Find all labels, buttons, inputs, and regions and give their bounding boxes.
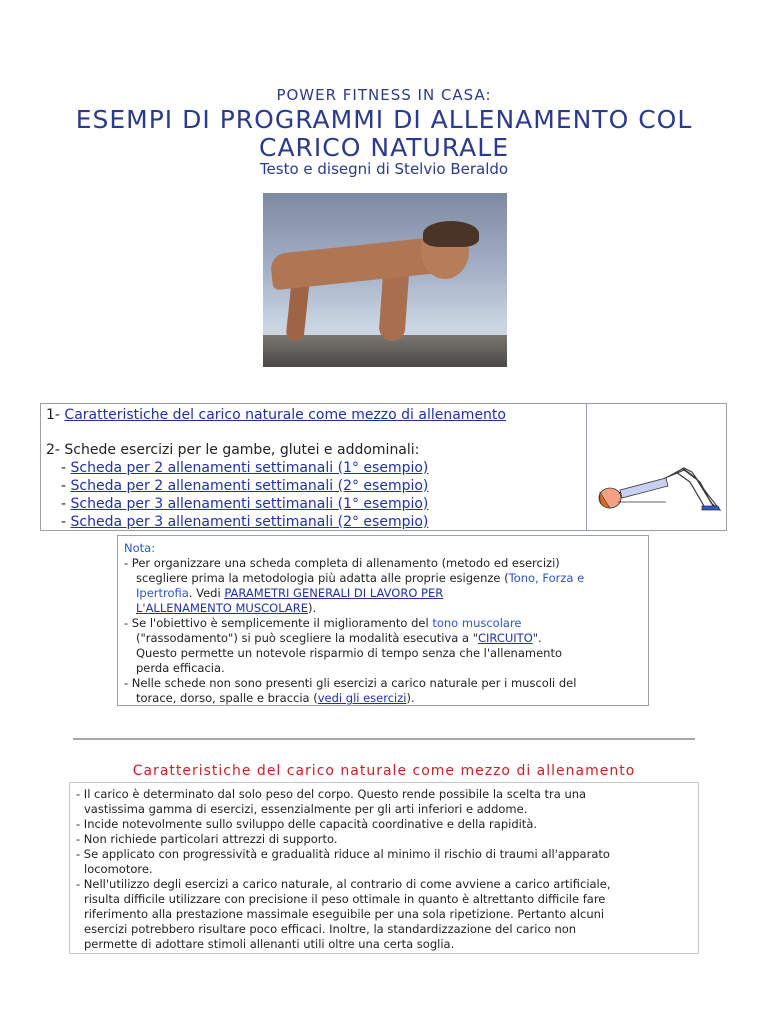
contents-item-1-prefix: 1- [46, 407, 65, 423]
contents-subitem [61, 496, 428, 512]
note-highlight: Tono, Forza e [508, 571, 585, 585]
contents-subitem [61, 478, 428, 494]
pushup-photo [263, 193, 507, 367]
note-line: perda efficacia. [136, 661, 225, 675]
dash: - [61, 460, 71, 476]
note-text: ("rassodamento") si può scegliere la modalità esecutiva a " [136, 631, 478, 645]
glute-bridge-illustration [596, 412, 728, 524]
link-circuito[interactable]: CIRCUITO [478, 631, 533, 645]
contents-box [40, 403, 727, 531]
note-line [136, 571, 584, 585]
horizontal-rule [73, 738, 695, 740]
dash: - [61, 496, 71, 512]
page-title-line-1: ESEMPI DI PROGRAMMI DI ALLENAMENTO COL [75, 105, 693, 134]
dash: - [61, 478, 71, 494]
contents-item-1 [46, 407, 506, 423]
note-line [136, 586, 443, 600]
section-line: - Se applicato con progressività e gradualità riduce al minimo il rischio di traumi all'apparato [76, 847, 610, 861]
note-text: ). [406, 691, 415, 705]
note-line: - Nelle schede non sono presenti gli esercizi a carico naturale per i muscoli del [124, 676, 577, 690]
section-line: permette di adottare stimoli allenanti utili oltre una certa soglia. [84, 937, 455, 951]
page-kicker: POWER FITNESS IN CASA: [276, 86, 492, 104]
section-line: riferimento alla prestazione massimale eseguibile per una sola ripetizione. Pertanto alcuni [84, 907, 605, 921]
section-line: - Incide notevolmente sullo sviluppo delle capacità coordinative e della rapidità. [76, 817, 538, 831]
section-box [69, 782, 699, 954]
note-highlight: Ipertrofia [136, 586, 189, 600]
note-line [124, 616, 522, 630]
note-text: ". [532, 631, 542, 645]
page-title-line-2: CARICO NATURALE [259, 133, 509, 162]
contents-item-2-heading: 2- Schede esercizi per le gambe, glutei e addominali: [46, 442, 420, 458]
section-line: - Nell'utilizzo degli esercizi a carico naturale, al contrario di come avviene a carico artificiale, [76, 877, 611, 891]
section-title: Caratteristiche del carico naturale come mezzo di allenamento [132, 763, 636, 779]
note-highlight: tono muscolare [432, 616, 522, 630]
contents-subitem [61, 514, 428, 530]
link-scheda-3-1[interactable]: Scheda per 3 allenamenti settimanali (1° esempio) [70, 496, 429, 512]
note-line: - Per organizzare una scheda completa di allenamento (metodo ed esercizi) [124, 556, 560, 570]
note-text: ). [308, 601, 317, 615]
note-line [136, 631, 542, 645]
note-box [117, 535, 649, 706]
link-scheda-3-2[interactable]: Scheda per 3 allenamenti settimanali (2° esempio) [70, 514, 429, 530]
link-scheda-2-2[interactable]: Scheda per 2 allenamenti settimanali (2° esempio) [70, 478, 429, 494]
section-line: - Il carico è determinato dal solo peso del corpo. Questo rende possibile la scelta tra una [76, 787, 587, 801]
note-line [136, 601, 316, 615]
note-line: Questo permette un notevole risparmio di tempo senza che l'allenamento [136, 646, 562, 660]
note-text: torace, dorso, spalle e braccia ( [136, 691, 318, 705]
page-subtitle: Testo e disegni di Stelvio Beraldo [259, 160, 509, 178]
section-line: - Non richiede particolari attrezzi di supporto. [76, 832, 338, 846]
section-line: locomotore. [84, 862, 153, 876]
section-line: vastissima gamma di esercizi, essenzialmente per gli arti inferiori e addome. [84, 802, 528, 816]
note-line [136, 691, 415, 705]
link-vedi-esercizi[interactable]: vedi gli esercizi [317, 691, 407, 705]
link-caratteristiche[interactable]: Caratteristiche del carico naturale come mezzo di allenamento [64, 407, 506, 423]
note-text: scegliere prima la metodologia più adatta alle proprie esigenze ( [136, 571, 509, 585]
note-label: Nota: [124, 541, 156, 555]
note-text: - Se l'obiettivo è semplicemente il miglioramento del [124, 616, 433, 630]
link-allenamento-muscolare[interactable]: L'ALLENAMENTO MUSCOLARE [136, 601, 309, 615]
contents-subitem [61, 460, 428, 476]
link-parametri-generali[interactable]: PARAMETRI GENERALI DI LAVORO PER [224, 586, 444, 600]
section-line: risulta difficile utilizzare con precisione il peso ottimale in quanto è altrettanto difficile fare [84, 892, 606, 906]
link-scheda-2-1[interactable]: Scheda per 2 allenamenti settimanali (1° esempio) [70, 460, 429, 476]
note-text: . Vedi [188, 586, 225, 600]
contents-divider [586, 404, 587, 530]
section-line: esercizi potrebbero risultare poco efficaci. Inoltre, la standardizzazione del carico non [84, 922, 577, 936]
hair [423, 221, 479, 247]
dash: - [61, 514, 71, 530]
